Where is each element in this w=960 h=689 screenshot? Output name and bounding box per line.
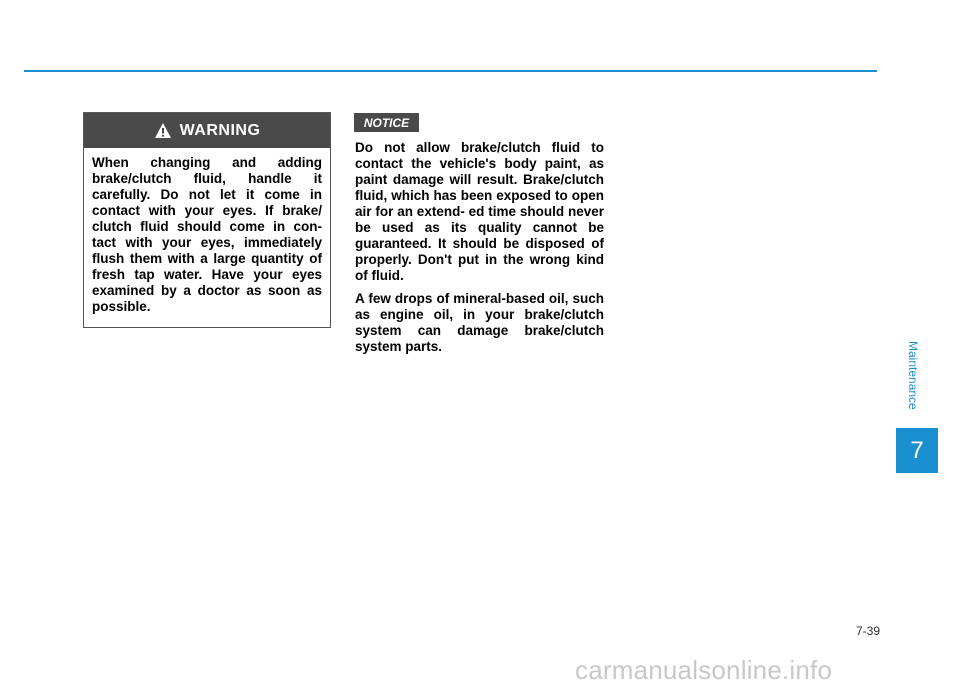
notice-paragraph: A few drops of mineral-based oil, such as engine oil, in your brake/clutch system can damage brake/clutch system parts. (355, 291, 604, 354)
notice-badge: NOTICE (354, 113, 419, 132)
watermark: carmanualsonline.info (575, 655, 833, 685)
page-number: 7-39 (855, 624, 880, 638)
top-rule (24, 70, 877, 72)
warning-header (84, 113, 330, 148)
notice-text (355, 140, 604, 362)
chapter-title: Maintenance (906, 341, 920, 410)
warning-title: WARNING (179, 121, 261, 139)
warning-body: When changing and adding brake/clutch fluid, handle it carefully. Do not let it come in contact with your eyes. If brake/ clutch fluid should come in con- tact with your eyes, immediately flush them with a large quantity of fresh tap water. Have your eyes examined by a doctor as soon as possible. (92, 155, 322, 314)
chapter-number-tab: 7 (896, 428, 938, 473)
warning-triangle-icon (154, 122, 172, 139)
warning-box (83, 112, 331, 328)
notice-paragraph: Do not allow brake/clutch fluid to contact the vehicle's body paint, as paint damage will result. Brake/clutch fluid, which has been exposed to open air for an extend- ed time should never be used as its quality cannot be guaranteed. It should be disposed of properly. Don't put in the wrong kind of fluid. (355, 140, 604, 283)
